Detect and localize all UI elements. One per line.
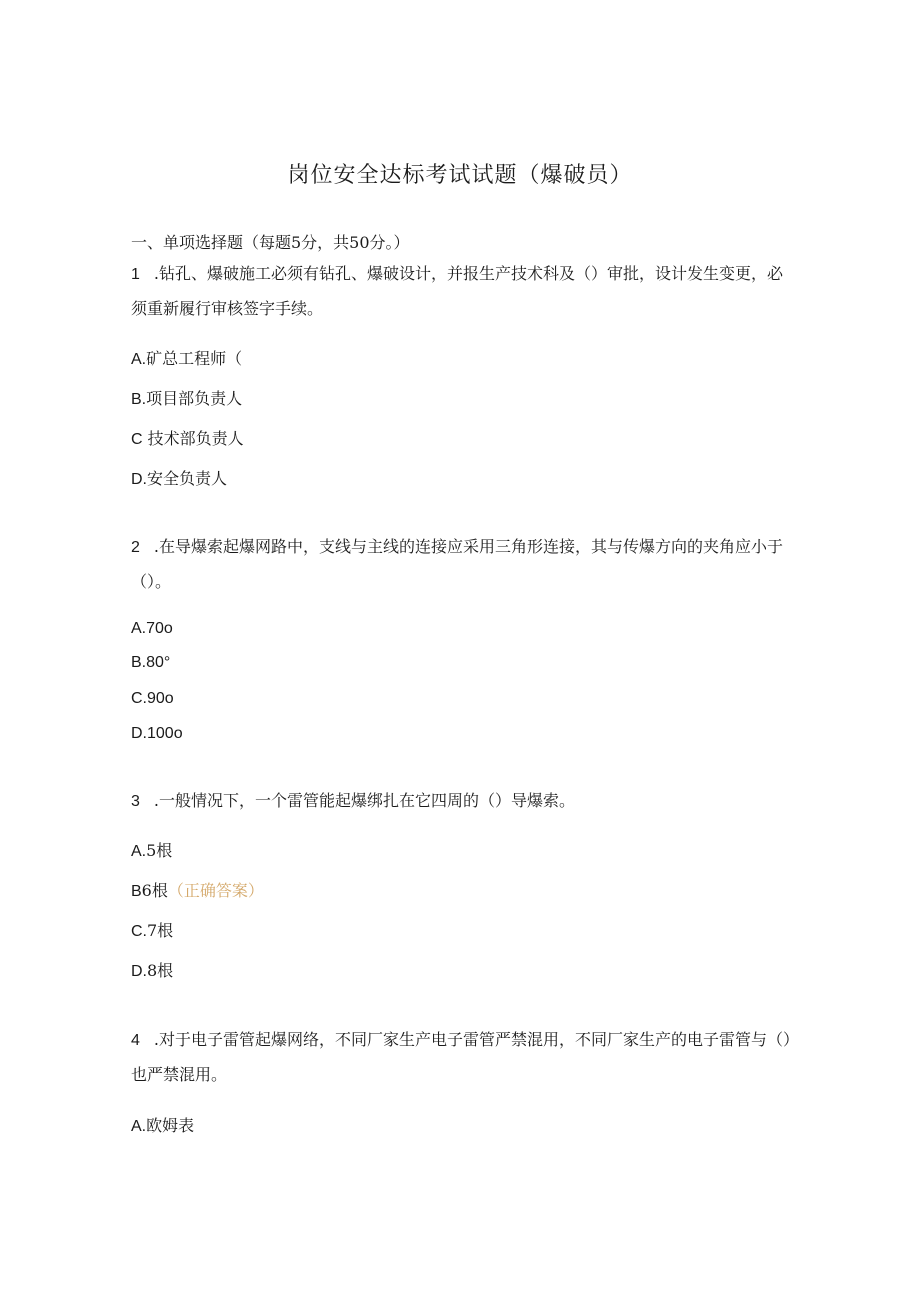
option-2c (131, 688, 174, 708)
option-1a (131, 346, 242, 369)
option-2b (131, 652, 170, 672)
option-text: 项目部负责人 (146, 389, 243, 408)
question-text: .对于电子雷管起爆网络，不同厂家生产电子雷管严禁混用，不同厂家生产的电子雷管与（）也严禁混用。 (131, 1030, 791, 1084)
option-letter: A. (131, 620, 147, 637)
option-letter: B. (131, 391, 147, 408)
option-1d (131, 466, 227, 489)
option-3a (131, 838, 172, 861)
option-text: 100o (147, 725, 183, 742)
option-text: 8根 (147, 961, 174, 980)
page-title: 岗位安全达标考试试题（爆破员） (287, 163, 633, 188)
option-4a (131, 1113, 194, 1136)
question-number: 2 (131, 539, 140, 556)
option-letter: C (131, 431, 143, 448)
option-letter: C. (131, 690, 147, 707)
option-letter: D. (131, 725, 147, 742)
option-3d (131, 958, 173, 981)
option-text: 欧姆表 (146, 1116, 195, 1135)
option-letter: C. (131, 923, 147, 940)
section-heading: 一、单项选择题（每题5分，共50分。） (131, 233, 410, 252)
option-text: 6根 (141, 881, 168, 900)
question-2 (131, 530, 791, 599)
option-2a (131, 618, 173, 638)
option-text: 7根 (147, 921, 174, 940)
correct-answer-marker: （正确答案） (167, 881, 264, 900)
option-text: 80° (146, 654, 171, 671)
option-1b (131, 386, 242, 409)
option-letter: D. (131, 963, 147, 980)
question-1 (131, 257, 791, 326)
question-3 (131, 784, 791, 819)
question-text: .钻孔、爆破施工必须有钻孔、爆破设计，并报生产技术科及（）审批，设计发生变更，必须重新履行审核签字手续。 (131, 264, 783, 318)
question-number: 1 (131, 266, 140, 283)
option-1c (131, 426, 244, 449)
question-number: 4 (131, 1032, 140, 1049)
question-4 (131, 1023, 791, 1092)
option-text: 90o (147, 690, 174, 707)
question-text: .在导爆索起爆网路中，支线与主线的连接应采用三角形连接，其与传爆方向的夹角应小于（）。 (131, 537, 783, 591)
option-2d (131, 723, 183, 743)
option-letter: A. (131, 1118, 147, 1135)
option-text: 5根 (146, 841, 173, 860)
option-letter: A. (131, 351, 147, 368)
question-number: 3 (131, 793, 140, 810)
option-text: 矿总工程师（ (146, 349, 243, 368)
option-letter: B (131, 883, 142, 900)
option-text: 技术部负责人 (147, 429, 244, 448)
option-3c (131, 918, 173, 941)
option-letter: D. (131, 471, 147, 488)
option-letter: A. (131, 843, 147, 860)
option-3b (131, 878, 264, 901)
option-letter: B. (131, 654, 147, 671)
option-text: 70o (146, 620, 173, 637)
question-text: .一般情况下，一个雷管能起爆绑扎在它四周的（）导爆索。 (153, 791, 575, 810)
option-text: 安全负责人 (147, 469, 228, 488)
